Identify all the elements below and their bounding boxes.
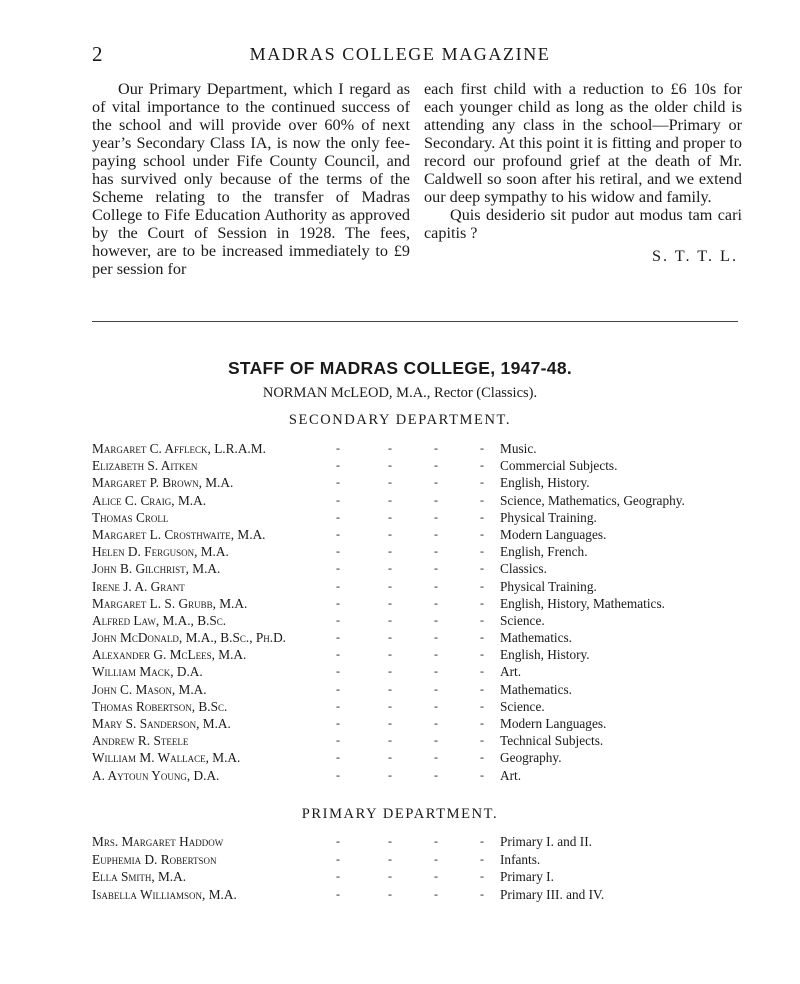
staff-subject: Mathematics. — [500, 681, 573, 697]
staff-row: Ella Smith, M.A. - - - - Primary I. — [92, 869, 554, 884]
staff-subject: Classics. — [500, 561, 547, 577]
staff-row: Alfred Law, M.A., B.Sc. - - - - Science. — [92, 612, 545, 628]
staff-row: William M. Wallace, M.A. - - - - Geography. — [92, 750, 562, 766]
staff-row: Isabella Williamson, M.A. - - - - Primary III. and IV. — [92, 886, 605, 902]
staff-row: Mary S. Sanderson, M.A. - - - - Modern Languages. — [92, 716, 607, 731]
staff-name: Isabella Williamson, M.A. — [92, 886, 237, 902]
staff-row: Margaret L. Crosthwaite, M.A. - - - - Modern Languages. — [92, 526, 607, 542]
staff-subject: Primary I. — [500, 869, 554, 884]
staff-row: John C. Mason, M.A. - - - - Mathematics. — [92, 681, 573, 697]
staff-subject: Physical Training. — [500, 509, 597, 525]
staff-row: Elizabeth S. Aitken - - - - Commercial Subjects. — [92, 458, 618, 474]
article-left-column — [92, 80, 410, 278]
staff-row: Helen D. Ferguson, M.A. - - - - English, French. — [92, 544, 588, 560]
staff-subject: Technical Subjects. — [500, 733, 604, 749]
staff-name: Alfred Law, M.A., B.Sc. — [92, 612, 227, 628]
staff-name: William Mack, D.A. — [92, 664, 203, 680]
staff-name: Mrs. Margaret Haddow — [92, 834, 224, 849]
staff-row: Margaret L. S. Grubb, M.A. - - - - English, History, Mathematics. — [92, 595, 665, 611]
staff-row: Thomas Robertson, B.Sc. - - - - Science. — [92, 698, 545, 714]
staff-name: Helen D. Ferguson, M.A. — [92, 544, 229, 560]
staff-name: Thomas Croll — [92, 509, 169, 525]
article-paragraph-left: Our Primary Department, which I regard as of vital importance to the continued success of the school and will provide over 60% of next year’s Secondary Class IA, is now the only fee-paying school under Fife County Council, and has survived only because of the terms of the Scheme relating to the transfer of Madras College to Fife Education Authority as approved by the Court of Session in 1928. The fees, however, are to be increased immediately to £9 per session for — [92, 80, 410, 278]
staff-subject: Science. — [500, 698, 545, 714]
staff-subject: English, History, Mathematics. — [500, 595, 665, 611]
staff-name: A. Aytoun Young, D.A. — [92, 767, 220, 783]
staff-row: A. Aytoun Young, D.A. - - - - Art. — [92, 767, 522, 783]
staff-subject: English, French. — [500, 544, 588, 560]
section-divider — [92, 321, 738, 322]
staff-subject: Modern Languages. — [500, 716, 607, 731]
article-right-column — [424, 80, 742, 265]
staff-subject: Music. — [500, 441, 537, 456]
staff-title: STAFF OF MADRAS COLLEGE, 1947-48. — [227, 358, 573, 378]
staff-name: Margaret C. Affleck, L.R.A.M. — [92, 441, 266, 456]
staff-name: Margaret L. S. Grubb, M.A. — [92, 595, 248, 611]
rector-line: NORMAN McLEOD, M.A., Rector (Classics). — [262, 385, 538, 401]
staff-name: John C. Mason, M.A. — [92, 681, 207, 697]
staff-row: Margaret C. Affleck, L.R.A.M. - - - - Music. — [92, 441, 537, 456]
staff-subject: Infants. — [500, 851, 541, 867]
secondary-staff-list — [92, 441, 752, 785]
staff-name: Andrew R. Steele — [92, 733, 189, 749]
staff-subject: Art. — [500, 664, 522, 680]
primary-heading: PRIMARY DEPARTMENT. — [301, 806, 499, 822]
staff-row: Alexander G. McLees, M.A. - - - - English, History. — [92, 647, 590, 663]
primary-staff-list — [92, 834, 752, 904]
staff-name: Alice C. Craig, M.A. — [92, 492, 207, 508]
staff-subject: Science. — [500, 612, 545, 628]
staff-subject: Primary I. and II. — [500, 834, 592, 849]
staff-subject: Commercial Subjects. — [500, 458, 618, 474]
staff-subject: Science, Mathematics, Geography. — [500, 492, 685, 508]
staff-row: Thomas Croll - - - - Physical Training. — [92, 509, 597, 525]
staff-name: Euphemia D. Robertson — [92, 851, 217, 867]
page-number: 2 — [92, 42, 103, 66]
staff-subject: Geography. — [500, 750, 562, 766]
staff-name: Margaret L. Crosthwaite, M.A. — [92, 526, 266, 542]
staff-subject: Physical Training. — [500, 578, 597, 594]
secondary-heading: SECONDARY DEPARTMENT. — [288, 412, 512, 428]
staff-name: Irene J. A. Grant — [92, 578, 185, 594]
staff-name: John B. Gilchrist, M.A. — [92, 561, 221, 577]
staff-name: Ella Smith, M.A. — [92, 869, 187, 884]
staff-name: Mary S. Sanderson, M.A. — [92, 716, 231, 731]
running-title: MADRAS COLLEGE MAGAZINE — [249, 44, 551, 64]
staff-name: Margaret P. Brown, M.A. — [92, 475, 234, 491]
staff-subject: English, History. — [500, 475, 590, 491]
staff-name: John McDonald, M.A., B.Sc., Ph.D. — [92, 630, 287, 646]
staff-subject: Modern Languages. — [500, 526, 607, 542]
staff-subject: Mathematics. — [500, 630, 573, 646]
staff-row: John B. Gilchrist, M.A. - - - - Classics. — [92, 561, 547, 577]
staff-row: Alice C. Craig, M.A. - - - - Science, Mathematics, Geography. — [92, 492, 685, 508]
staff-row: Margaret P. Brown, M.A. - - - - English, History. — [92, 475, 590, 491]
staff-row: William Mack, D.A. - - - - Art. — [92, 664, 522, 680]
article-paragraph-right: each first child with a reduction to £6 10s for each younger child as long as the older child is attending any class in the school—Primary or Secondary. At this point it is fitting and proper to record our profound grief at the death of Mr. Caldwell so soon after his retiral, and we extend our deep sympathy to his widow and family. — [424, 80, 742, 206]
staff-subject: Art. — [500, 767, 522, 783]
staff-name: William M. Wallace, M.A. — [92, 750, 241, 766]
staff-row: Mrs. Margaret Haddow - - - - Primary I. and II. — [92, 834, 592, 849]
staff-row: John McDonald, M.A., B.Sc., Ph.D. - - - - Mathematics. — [92, 630, 573, 646]
staff-name: Alexander G. McLees, M.A. — [92, 647, 247, 663]
staff-row: Andrew R. Steele - - - - Technical Subjects. — [92, 733, 604, 749]
staff-row: Irene J. A. Grant - - - - Physical Training. — [92, 578, 597, 594]
staff-row: Euphemia D. Robertson - - - - Infants. — [92, 851, 541, 867]
staff-name: Thomas Robertson, B.Sc. — [92, 698, 228, 714]
staff-subject: Primary III. and IV. — [500, 886, 605, 902]
signature: S. T. T. L. — [651, 247, 738, 265]
staff-subject: English, History. — [500, 647, 590, 663]
latin-quote: Quis desiderio sit pudor aut modus tam cari capitis ? — [424, 206, 742, 242]
staff-name: Elizabeth S. Aitken — [92, 458, 198, 474]
